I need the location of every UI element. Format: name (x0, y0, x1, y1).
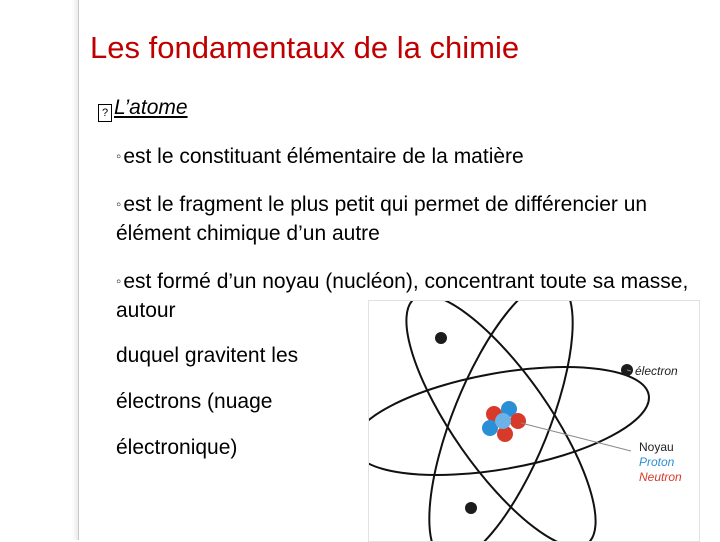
electron-dot (465, 502, 477, 514)
list-item-text: est le fragment le plus petit qui permet de différencier un élément chimique d’un autre (116, 193, 648, 245)
continuation-line: duquel gravitent les (116, 344, 299, 367)
section-heading (98, 96, 188, 122)
proton-particle (495, 413, 511, 429)
sub-bullet-icon: ◦ (116, 148, 122, 165)
section-heading-label: L’atome (114, 96, 188, 119)
continuation-line: électronique) (116, 436, 238, 459)
sub-bullet-icon: ◦ (116, 273, 122, 290)
leader-lines (521, 370, 631, 451)
slide-title: Les fondamentaux de la chimie (90, 30, 520, 65)
proton-label: Proton (639, 455, 675, 469)
atom-diagram (368, 300, 700, 542)
list-item-text: est formé d’un noyau (nucléon), concentrant toute sa masse, autour (116, 270, 689, 322)
continuation-line: électrons (nuage (116, 390, 273, 413)
electrons (435, 332, 633, 514)
neutron-particle (510, 413, 526, 429)
list-item (116, 190, 656, 248)
electron-dot (435, 332, 447, 344)
nucleus (482, 401, 526, 442)
electron-label: électron (635, 364, 678, 378)
list-item-text: est le constituant élémentaire de la matière (123, 145, 524, 168)
sub-bullet-icon: ◦ (116, 196, 122, 213)
noyau-label: Noyau (639, 440, 674, 454)
missing-glyph-icon: ? (98, 104, 112, 122)
left-margin-rule (0, 0, 79, 540)
neutron-label: Neutron (639, 470, 682, 484)
list-item (116, 142, 676, 171)
atom-drawing (369, 301, 699, 541)
leader-line (521, 423, 631, 451)
